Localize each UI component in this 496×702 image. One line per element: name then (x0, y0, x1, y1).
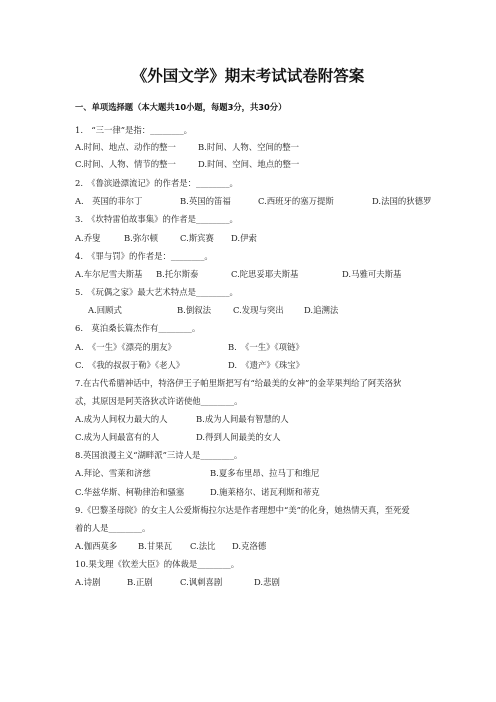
question-1-option-a: A.时间、地点、动作的整一 (75, 142, 176, 152)
question-8-option-b: B.夏多布里昂、拉马丁和维尼 (210, 468, 320, 478)
question-8-option-a: A.拜论、雪莱和济慈 (75, 468, 151, 478)
question-3-option-b: B.弥尔顿 (124, 233, 158, 243)
question-1-option-d: D.时间、空间、地点的整一 (198, 159, 300, 169)
question-5-option-b: B.倒叙法 (177, 305, 211, 315)
question-10-option-b: B.正剧 (127, 577, 153, 587)
question-6-option-c: C. 《我的叔叔于勒》《老人》 (75, 360, 185, 370)
question-7-option-d: D.得到人间最美的女人 (196, 432, 281, 442)
question-4-option-d: D.马雅可夫斯基 (342, 269, 402, 279)
question-6-option-b: B. 《一生》《项链》 (228, 342, 304, 352)
question-4-option-a: A.车尔尼雪夫斯基 (75, 269, 143, 279)
question-4-option-b: B.托尔斯泰 (156, 269, 199, 279)
question-10-option-c: C.讽刺喜剧 (180, 577, 223, 587)
question-9-option-a: A.伽西莫多 (75, 541, 118, 551)
question-2-option-a: A. 英国的菲尔丁 (75, 196, 143, 206)
question-2-option-b: B.英国的笛福 (180, 196, 231, 206)
question-5-option-a: A.回顾式 (88, 305, 122, 315)
question-10-option-a: A.诗剧 (75, 577, 101, 587)
question-7-option-c: C.成为人间最富有的人 (75, 432, 160, 442)
question-9-stem-continued: 着的人是________。 (75, 523, 151, 533)
question-4-stem: 4. 《罪与罚》的作者是：________。 (75, 251, 213, 261)
question-9-option-d: D.克洛德 (232, 541, 267, 551)
question-7-stem-continued: 忒，其原因是阿芙洛狄忒许诺使他________。 (75, 396, 243, 406)
question-8-option-d: D.施莱格尔、诺瓦利斯和蒂克 (210, 487, 320, 497)
question-5-stem: 5. 《玩偶之家》最大艺术特点是________。 (75, 287, 238, 297)
question-9-stem: 9.《巴黎圣母院》的女主人公爱斯梅拉尔达是作者理想中“美”的化身，她热情天真，至死爱 (75, 505, 410, 515)
question-6-option-a: A. 《一生》《漂亮的朋友》 (75, 342, 176, 352)
page-title: 《外国文学》期末考试试卷附答案 (131, 67, 365, 85)
question-2-option-d: D.法国的狄德罗 (372, 196, 432, 206)
question-2-option-c: C.西班牙的塞万提斯 (258, 196, 334, 206)
question-3-option-a: A.乔叟 (75, 233, 101, 243)
question-9-option-c: C.法比 (190, 541, 216, 551)
question-5-option-d: D.追溯法 (304, 305, 339, 315)
question-3-stem: 3. 《坎特雷伯故事集》的作者是________。 (75, 214, 238, 224)
question-1-option-b: B.时间、人物、空间的整一 (198, 142, 299, 152)
question-6-option-d: D. 《遗产》《珠宝》 (228, 360, 305, 370)
question-5-option-c: C.发现与突出 (233, 305, 284, 315)
question-2-stem: 2. 《鲁滨逊漂流记》的作者是：________。 (75, 178, 238, 188)
question-8-stem: 8.英国浪漫主义“湖畔派”三诗人是________。 (75, 450, 243, 460)
question-8-option-c: C.华兹华斯、柯勒律治和骚塞 (75, 487, 185, 497)
question-9-option-b: B.甘果瓦 (138, 541, 172, 551)
question-1-stem: 1. “三一律”是指：________。 (75, 125, 193, 135)
section-heading: 一、单项选择题（本大题共10小题，每题3分，共30分） (75, 102, 287, 112)
question-7-option-a: A.成为人间权力最大的人 (75, 414, 168, 424)
question-10-stem: 10.果戈理《钦差大臣》的体裁是________。 (75, 559, 240, 569)
question-3-option-c: C.斯宾赛 (180, 233, 214, 243)
question-6-stem: 6. 莫泊桑长篇杰作有________。 (75, 323, 201, 333)
question-7-option-b: B.成为人间最有智慧的人 (196, 414, 289, 424)
question-4-option-c: C.陀思妥耶夫斯基 (231, 269, 299, 279)
question-10-option-d: D.悲剧 (254, 577, 280, 587)
question-7-stem: 7.在古代希腊神话中，特洛伊王子帕里斯把写有“给最美的女神”的金苹果判给了阿芙洛狄 (75, 378, 402, 388)
question-3-option-d: D.伊索 (231, 233, 257, 243)
question-1-option-c: C.时间、人物、情节的整一 (75, 159, 176, 169)
